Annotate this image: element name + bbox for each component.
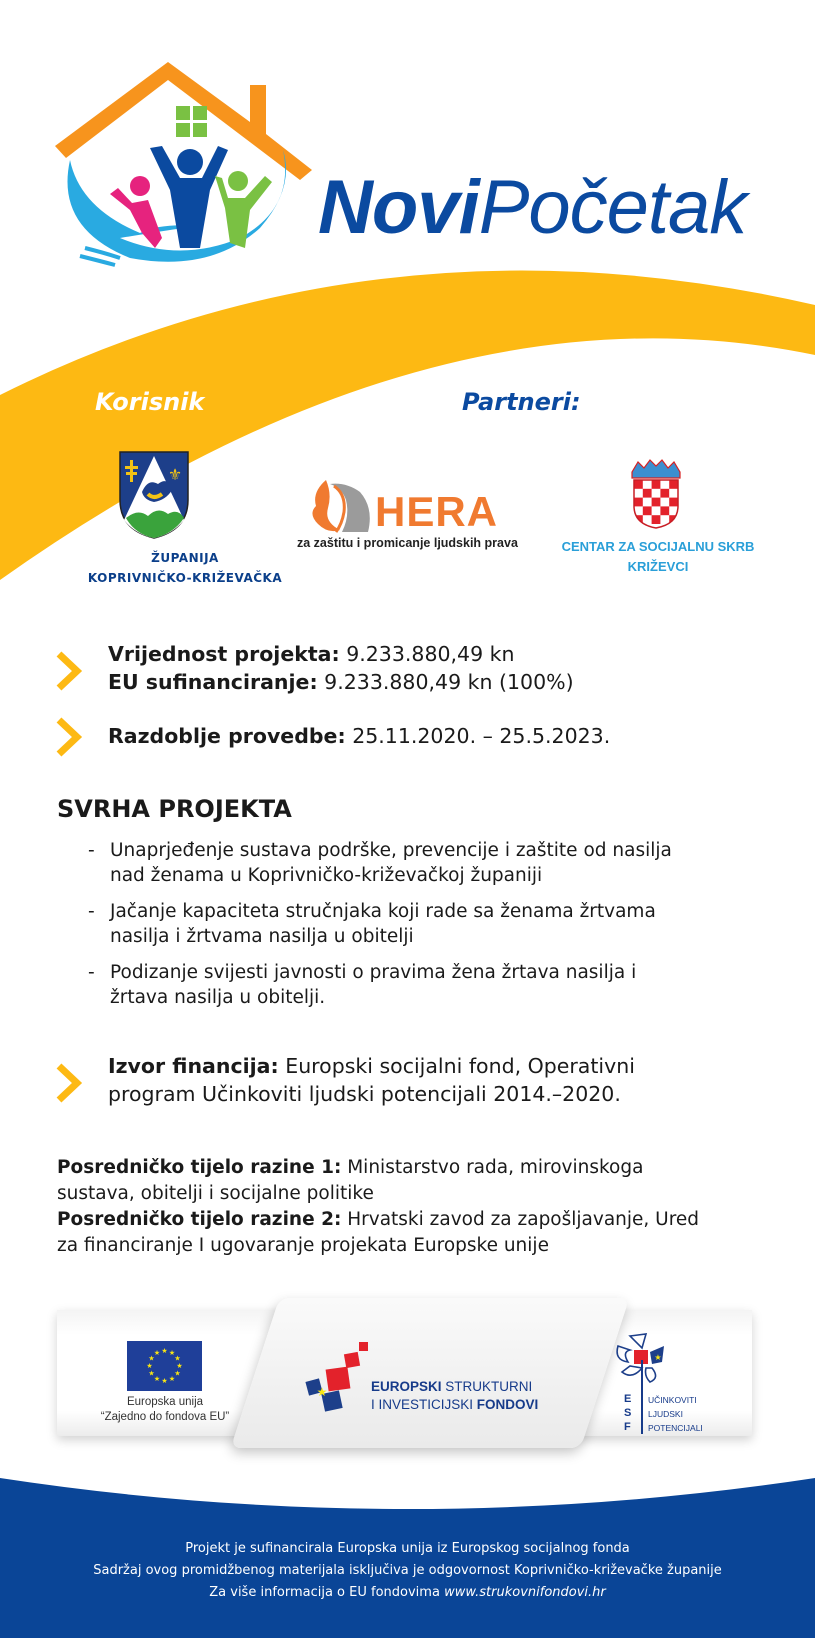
intermediate-body-1: [57, 1155, 777, 1181]
hera-name: HERA: [375, 488, 499, 535]
intermediate-body-2-label: Posredničko tijelo razine 2:: [57, 1209, 342, 1230]
chevron-right-icon: [55, 650, 85, 692]
footer-disclaimer: [0, 1538, 815, 1604]
purpose-item-line: Jačanje kapaciteta stručnjaka koji rade sa ženama žrtvama: [110, 901, 656, 922]
svg-text:★: ★: [161, 1347, 168, 1355]
dash-bullet: -: [88, 962, 95, 983]
footer-line3: [0, 1582, 815, 1604]
purpose-item-line: nad ženama u Koprivničko-križevačkoj županiji: [110, 865, 543, 886]
eu-cofinancing-line: [108, 668, 574, 696]
esf-divider: [641, 1360, 643, 1434]
intermediate-body-2: [57, 1207, 777, 1233]
eu-caption-line2: “Zajedno do fondova EU”: [100, 1411, 230, 1423]
funding-source-line2: program Učinkoviti ljudski potencijali 2014.–2020.: [108, 1082, 621, 1106]
brand-bold: Novi: [318, 165, 479, 250]
eu-caption-line1: Europska unija: [126, 1396, 204, 1408]
svg-text:★: ★: [654, 1353, 662, 1362]
project-value: 9.233.880,49 kn: [339, 642, 515, 666]
funding-source-line1: [108, 1052, 635, 1080]
beneficiary-line2: KOPRIVNIČKO-KRIŽEVAČKA: [87, 571, 283, 585]
intermediate-body-2-value: Hrvatski zavod za zapošljavanje, Ured: [341, 1209, 700, 1230]
esif-wordmark: [371, 1378, 538, 1414]
svg-text:★: ★: [316, 1385, 328, 1399]
svg-text:⚜: ⚜: [167, 465, 183, 484]
implementation-period-line: [108, 722, 610, 750]
svg-text:★: ★: [174, 1369, 181, 1378]
esif-squares-icon: [305, 1340, 371, 1415]
purpose-item: [88, 899, 768, 949]
esif-bold2: FONDOVI: [476, 1397, 539, 1412]
footer-website-link[interactable]: www.strukovnifondovi.hr: [444, 1585, 606, 1600]
intermediate-body-1-cont: sustava, obitelji i socijalne politike: [57, 1183, 374, 1204]
svg-text:★: ★: [153, 1349, 161, 1357]
esif-light1: STRUKTURNI: [441, 1379, 533, 1394]
dash-bullet: -: [88, 840, 95, 861]
funding-source-value: Europski socijalni fond, Operativni: [278, 1054, 635, 1078]
czss-line1: CENTAR ZA SOCIJALNU SKRB: [561, 539, 755, 554]
svg-text:★: ★: [153, 1375, 161, 1383]
chevron-right-icon: [55, 1062, 85, 1104]
esf-word: LJUDSKI: [648, 1409, 683, 1419]
croatian-coat-of-arms-icon: [630, 458, 682, 530]
eu-caption: [95, 1395, 235, 1425]
footer-line1: Projekt je sufinancirala Europska unija iz Europskog socijalnog fonda: [185, 1541, 630, 1556]
partners-label: Partneri:: [462, 388, 581, 416]
esif-light2: I INVESTICIJSKI: [371, 1397, 477, 1412]
esf-words: [648, 1393, 703, 1435]
svg-text:★: ★: [146, 1362, 153, 1370]
eu-flag-icon: [127, 1341, 202, 1391]
project-value-block: [108, 640, 574, 696]
footer-line3-text: Za više informacija o EU fondovima: [209, 1585, 445, 1600]
hera-subtitle: za zaštitu i promicanje ljudskih prava: [297, 536, 518, 550]
purpose-item-line: nasilja i žrtvama nasilja u obitelji: [110, 926, 414, 947]
ribbon-fold: [231, 1298, 630, 1448]
svg-text:★: ★: [168, 1349, 176, 1357]
czss-line2: KRIŽEVCI: [627, 559, 689, 574]
beneficiary-caption: [50, 548, 320, 588]
beneficiary-line1: ŽUPANIJA: [151, 551, 219, 565]
purpose-item: [88, 838, 768, 888]
svg-text:★: ★: [161, 1377, 168, 1385]
purpose-item-line: Unaprjeđenje sustava podrške, prevencije i zaštite od nasilja: [110, 840, 672, 861]
funding-source-block: [108, 1052, 635, 1108]
svg-text:★: ★: [168, 1375, 176, 1383]
svg-text:★: ★: [148, 1354, 155, 1363]
purpose-item-line: žrtava nasilja u obitelji.: [110, 987, 326, 1008]
eu-cofinancing-value: 9.233.880,49 kn (100%): [317, 670, 574, 694]
coat-of-arms-icon: [118, 450, 190, 540]
house-family-logo-icon: [50, 58, 320, 273]
project-value-line: [108, 640, 574, 668]
esif-line2: [371, 1396, 538, 1414]
esif-line1: [371, 1378, 538, 1396]
funding-source-label: Izvor financija:: [108, 1054, 279, 1078]
purpose-heading: SVRHA PROJEKTA: [57, 795, 292, 823]
footer-line2: Sadržaj ovog promidžbenog materijala isključiva je odgovornost Koprivničko-križevačke županije: [93, 1563, 722, 1578]
intermediate-body-1-label: Posredničko tijelo razine 1:: [57, 1157, 342, 1178]
purpose-item-line: Podizanje svijesti javnosti o pravima žena žrtava nasilja i: [110, 962, 637, 983]
brand-wordmark: [318, 165, 747, 250]
chevron-right-icon: [55, 716, 85, 758]
dash-bullet: -: [88, 901, 95, 922]
svg-text:★: ★: [148, 1369, 155, 1378]
intermediate-bodies: [57, 1155, 777, 1259]
esf-word: POTENCIJALI: [648, 1423, 703, 1433]
esif-bold1: EUROPSKI: [371, 1379, 442, 1394]
esf-letter: E: [624, 1393, 632, 1405]
svg-text:★: ★: [176, 1362, 183, 1370]
hera-face-icon: [306, 478, 374, 536]
esf-letter: S: [624, 1407, 632, 1419]
esf-letters: [624, 1392, 631, 1434]
purpose-item: [88, 960, 768, 1010]
project-value-label: Vrijednost projekta:: [108, 642, 340, 666]
esf-letter: F: [624, 1421, 631, 1433]
intermediate-body-2-cont: za financiranje I ugovaranje projekata Europske unije: [57, 1235, 549, 1256]
eu-cofinancing-label: EU sufinanciranje:: [108, 670, 318, 694]
brand-light: Početak: [478, 165, 747, 250]
esf-word: UČINKOVITI: [648, 1395, 697, 1405]
intermediate-body-1-value: Ministarstvo rada, mirovinskoga: [341, 1157, 644, 1178]
period-value: 25.11.2020. – 25.5.2023.: [345, 724, 611, 748]
beneficiary-label: Korisnik: [95, 388, 205, 416]
svg-text:★: ★: [174, 1354, 181, 1363]
period-label: Razdoblje provedbe:: [108, 724, 346, 748]
czss-caption: [548, 537, 768, 577]
